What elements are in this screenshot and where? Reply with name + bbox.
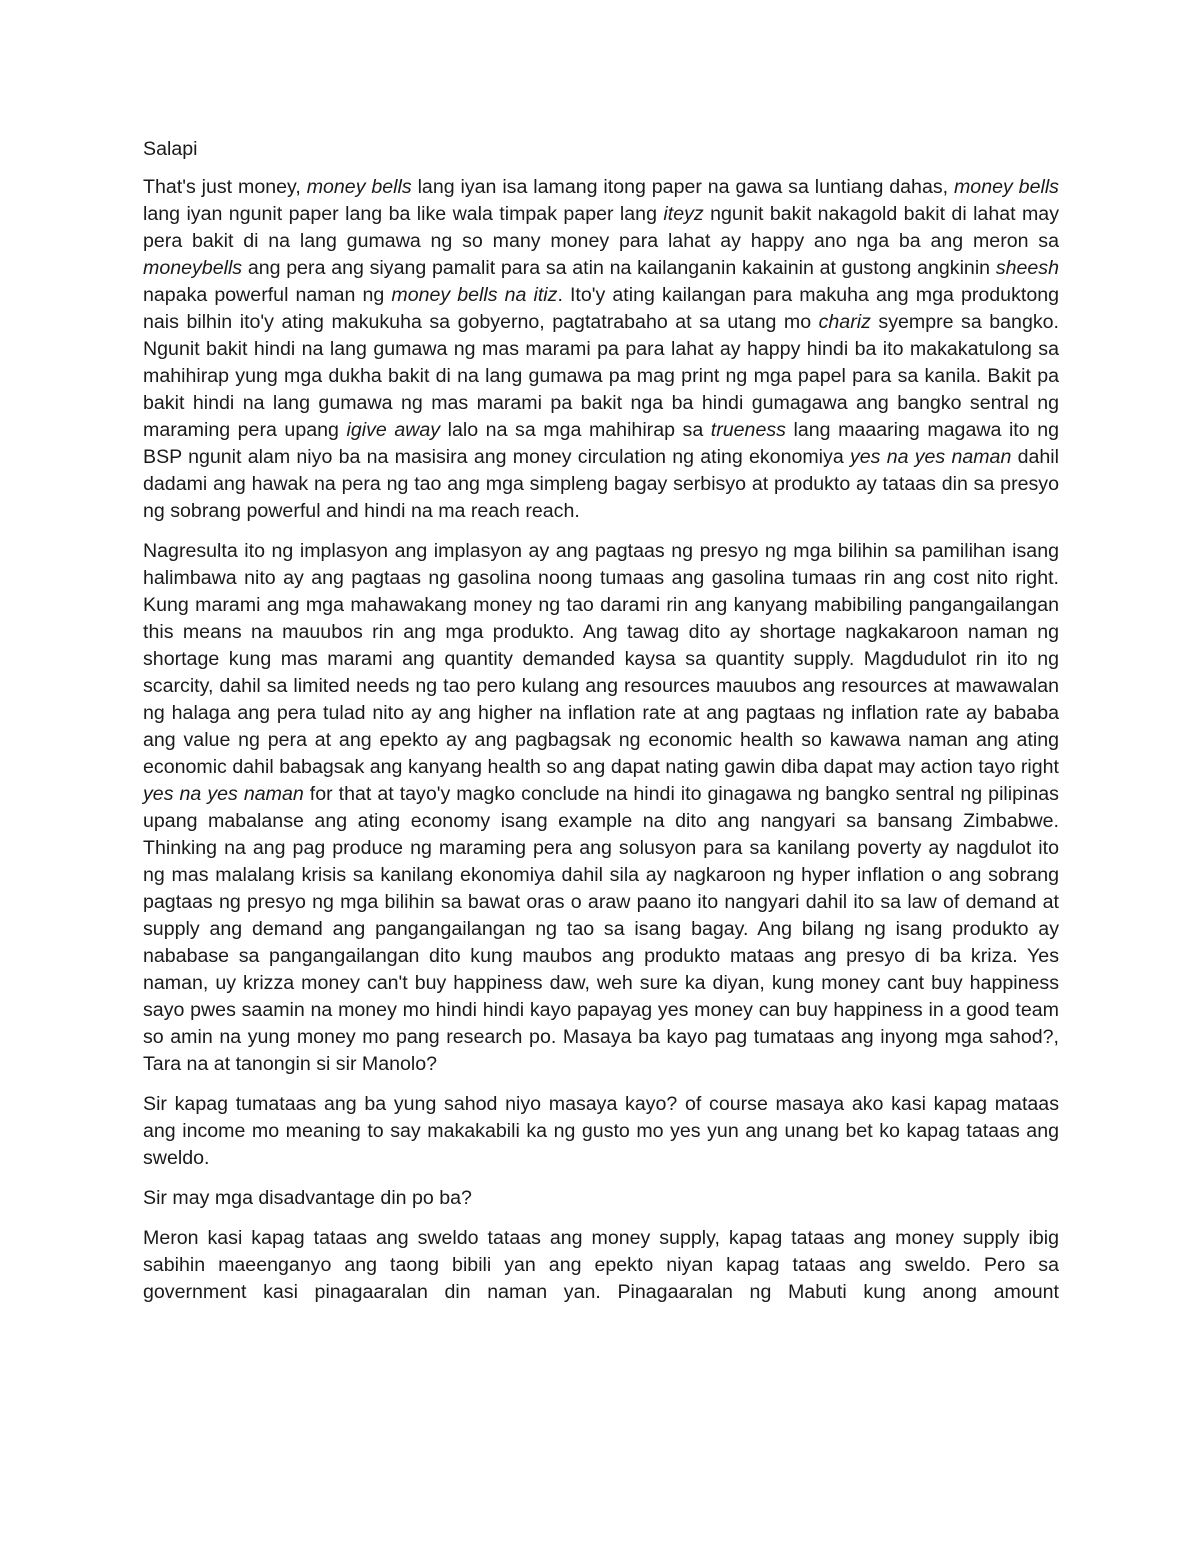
document-page — [143, 136, 1059, 1319]
document-title: Salapi — [143, 138, 198, 160]
text-run: for that at tayo'y magko conclude na hindi ito ginagawa ng bangko sentral ng pilipinas upang mabalanse ang ating economy isang example na dito ang nangyari sa bansang Zimbabwe. Thinking na ang pag produce ng maraming pera ang solusyon para sa kanilang poverty ay nagdulot ito ng mas malalang krisis sa kanilang ekonomiya dahil sila ay nagkaroon ng hyper inflation o ang sobrang pagtaas ng presyo ng mga bilihin sa bawat oras o araw paano ito nangyari dahil ito sa law of demand at supply ang demand ang pangangailangan ng tao sa isang bagay. Ang bilang ng isang produkto ay nababase sa pangangailangan dito kung maubos ang produkto mataas ang presyo di ba kriza. Yes naman, uy krizza money can't buy happiness daw, weh sure ka diyan, kung money cant buy happiness sayo pwes saamin na money mo hindi hindi kayo papayag yes money can buy happiness in a good team so amin na yung money mo pang research po. Masaya ba kayo pag tumataas ang inyong mga sahod?, Tara na at tanongin si sir Manolo? — [143, 783, 1059, 1075]
text-run: ang pera ang siyang pamalit para sa atin na kailanganin kakainin at gustong angkinin — [242, 257, 996, 279]
text-run: Nagresulta ito ng implasyon ang implasyon ay ang pagtaas ng presyo ng mga bilihin sa pamilihan isang halimbawa nito ay ang pagtaas ng gasolina noong tumaas ang gasolina tumaas rin ang cost nito right. Kung marami ang mga mahawakang money ng tao darami rin ang kanyang mabibiling pangangailangan this means na mauubos rin ang mga produkto. Ang tawag dito ay shortage nagkakaroon naman ng shortage kung mas marami ang quantity demanded kaysa sa quantity supply. Magdudulot rin ito ng scarcity, dahil sa limited needs ng tao pero kulang ang resources mauubos ang resources at mawawalan ng halaga ang pera tulad nito ay ang higher na inflation rate at ang pagtaas ng inflation rate ay bababa ang value ng pera at ang epekto ay ang pagbagsak ng economic health so kawawa naman ang ating economic dahil babagsak ang kanyang health so ang dapat nating gawin diba dapat may action tayo right — [143, 540, 1059, 778]
paragraph-3: Sir kapag tumataas ang ba yung sahod niyo masaya kayo? of course masaya ako kasi kapag mataas ang income mo meaning to say makakabili ka ng gusto mo yes yun ang unang bet ko kapag tataas ang sweldo. — [143, 1093, 1059, 1169]
paragraph-4: Sir may mga disadvantage din po ba? — [143, 1187, 472, 1209]
text-run: dahil dadami ang hawak na pera ng tao ang mga simpleng bagay serbisyo at produkto ay tataas din sa presyo ng sobrang powerful and hindi na ma reach reach. — [143, 446, 1059, 522]
italic-run: sheesh — [995, 257, 1059, 279]
italic-run: trueness — [710, 419, 786, 441]
text-run: lang iyan ngunit paper lang ba like wala timpak paper lang — [143, 203, 664, 225]
text-run: lang maaaring magawa ito ng BSP ngunit alam niyo ba na masisira ang money circulation ng ating ekonomiya — [143, 419, 1059, 468]
italic-run: yes na yes naman — [849, 446, 1012, 468]
text-run: That's just money, — [143, 176, 307, 198]
italic-run: chariz — [818, 311, 871, 333]
text-run: ngunit bakit nakagold bakit di lahat may pera bakit di na lang gumawa ng so many money para lahat ay happy ano nga ba ang meron sa — [143, 203, 1059, 252]
paragraph-5: Meron kasi kapag tataas ang sweldo tataas ang money supply, kapag tataas ang money supply ibig sabihin maeenganyo ang taong bibili yan ang epekto niyan kapag tataas ang sweldo. Pero sa government kasi pinagaaralan din naman yan. Pinagaaralan ng Mabuti kung anong amount — [143, 1227, 1059, 1303]
italic-run: moneybells — [143, 257, 243, 279]
italic-run: money bells na itiz — [391, 284, 558, 306]
italic-run: igive away — [346, 419, 441, 441]
text-run: lalo na sa mga mahihirap sa — [440, 419, 711, 441]
paragraph-1 — [143, 174, 1059, 525]
text-run: syempre sa bangko. Ngunit bakit hindi na lang gumawa ng mas marami pa para lahat ay happy hindi ba ito makakatulong sa mahihirap yung mga dukha bakit di na lang gumawa pa mag print ng mga papel para sa kanila. Bakit pa bakit hindi na lang gumawa ng mas marami pa bakit nga ba hindi gumagawa ang bangko sentral ng maraming pera upang — [143, 311, 1059, 441]
italic-run: yes na yes naman — [143, 783, 304, 805]
text-run: napaka powerful naman ng — [143, 284, 392, 306]
italic-run: money bells — [953, 176, 1059, 198]
italic-run: money bells — [306, 176, 412, 198]
paragraph-2 — [143, 538, 1059, 1078]
italic-run: iteyz — [663, 203, 704, 225]
text-run: . Ito'y ating kailangan para makuha ang mga produktong nais bilhin ito'y ating makukuha sa gobyerno, pagtatrabaho at sa utang mo — [143, 284, 1060, 333]
text-run: lang iyan isa lamang itong paper na gawa sa luntiang dahas, — [411, 176, 954, 198]
